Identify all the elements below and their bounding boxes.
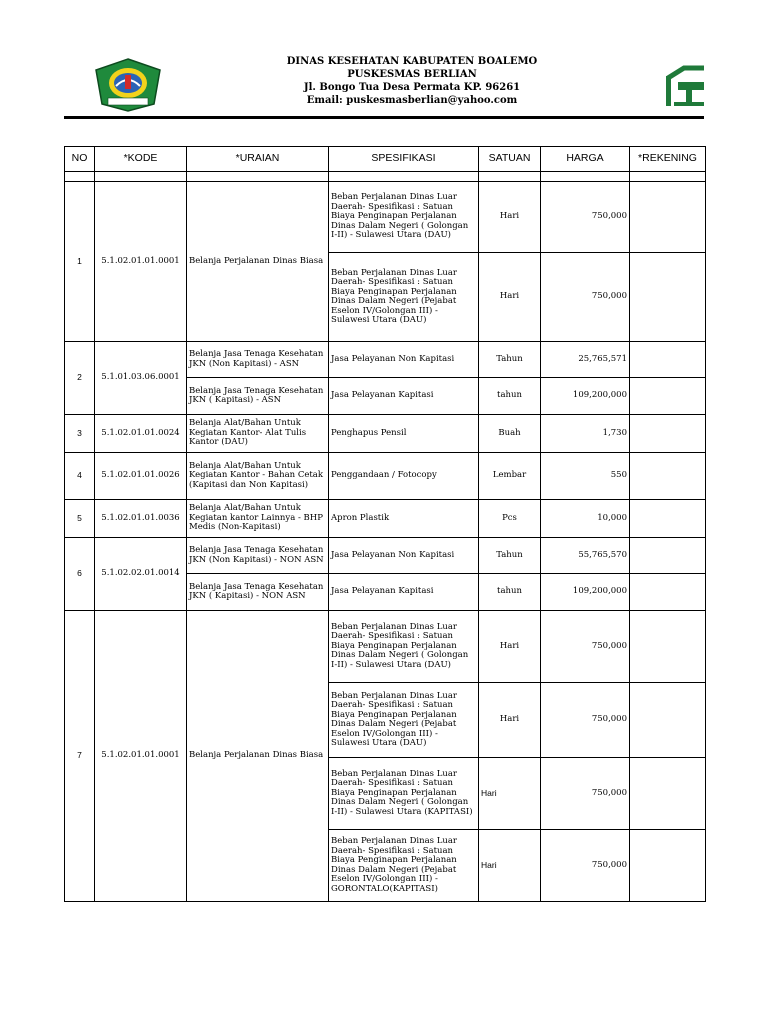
row-spesifikasi: Jasa Pelayanan Kapitasi [329,378,479,415]
row-rekening [630,378,706,415]
row-harga: 10,000 [541,500,630,538]
row-harga: 750,000 [541,758,630,830]
row-spesifikasi: Beban Perjalanan Dinas Luar Daerah- Spesifikasi : Satuan Biaya Penginapan Perjalanan Dinas Dalam Negeri (Pejabat Eselon IV/Golongan III) - Sulawesi Utara (DAU) [329,683,479,758]
col-kode: *KODE [95,147,187,172]
row-spesifikasi: Apron Plastik [329,500,479,538]
table-row [65,500,706,538]
row-harga: 750,000 [541,611,630,683]
row-spesifikasi: Jasa Pelayanan Kapitasi [329,574,479,611]
row-spesifikasi: Jasa Pelayanan Non Kapitasi [329,342,479,378]
row-spesifikasi: Penghapus Pensil [329,415,479,453]
row-rekening [630,574,706,611]
row-uraian: Belanja Perjalanan Dinas Biasa [187,611,329,902]
row-kode: 5.1.02.01.01.0001 [95,611,187,902]
row-rekening [630,683,706,758]
row-uraian: Belanja Jasa Tenaga Kesehatan JKN ( Kapitasi) - ASN [187,378,329,415]
row-harga: 25,765,571 [541,342,630,378]
col-rekening: *REKENING [630,147,706,172]
row-spesifikasi: Jasa Pelayanan Non Kapitasi [329,538,479,574]
row-uraian: Belanja Jasa Tenaga Kesehatan JKN ( Kapitasi) - NON ASN [187,574,329,611]
table-row [65,342,706,378]
row-uraian: Belanja Jasa Tenaga Kesehatan JKN (Non Kapitasi) - ASN [187,342,329,378]
table-row [65,415,706,453]
row-rekening [630,830,706,902]
row-rekening [630,453,706,500]
row-satuan: Buah [479,415,541,453]
row-rekening [630,182,706,253]
row-kode: 5.1.02.01.01.0001 [95,182,187,342]
row-no: 2 [65,342,95,415]
row-harga: 550 [541,453,630,500]
row-harga: 750,000 [541,683,630,758]
row-uraian: Belanja Alat/Bahan Untuk Kegiatan Kantor- Alat Tulis Kantor (DAU) [187,415,329,453]
puskesmas-logo-icon [664,62,704,110]
email: Email: puskesmasberlian@yahoo.com [306,95,518,106]
row-satuan: Lembar [479,453,541,500]
row-spesifikasi: Beban Perjalanan Dinas Luar Daerah- Spesifikasi : Satuan Biaya Penginapan Perjalanan Dinas Dalam Negeri ( Golongan I-II) - Sulawesi Utara (DAU) [329,611,479,683]
col-no: NO [65,147,95,172]
address: Jl. Bongo Tua Desa Permata KP. 96261 [303,82,521,93]
row-no: 6 [65,538,95,611]
row-satuan: Pcs [479,500,541,538]
row-kode: 5.1.02.01.01.0036 [95,500,187,538]
table-row [65,611,706,683]
row-harga: 1,730 [541,415,630,453]
row-kode: 5.1.02.01.01.0024 [95,415,187,453]
row-satuan: tahun [479,574,541,611]
row-satuan: Tahun [479,538,541,574]
row-satuan: Hari [479,683,541,758]
row-harga: 109,200,000 [541,574,630,611]
col-spesifikasi: SPESIFIKASI [329,147,479,172]
row-satuan: Hari [479,758,541,830]
row-satuan: Hari [479,830,541,902]
row-spesifikasi: Beban Perjalanan Dinas Luar Daerah- Spesifikasi : Satuan Biaya Penginapan Perjalanan Dinas Dalam Negeri (Pejabat Eselon IV/Golongan III) - GORONTALO(KAPITASI) [329,830,479,902]
table-row [65,453,706,500]
row-no: 3 [65,415,95,453]
facility-name: PUSKESMAS BERLIAN [347,69,477,80]
row-rekening [630,538,706,574]
row-satuan: Hari [479,182,541,253]
row-rekening [630,415,706,453]
row-harga: 109,200,000 [541,378,630,415]
row-rekening [630,342,706,378]
row-spesifikasi: Beban Perjalanan Dinas Luar Daerah- Spesifikasi : Satuan Biaya Penginapan Perjalanan Dinas Dalam Negeri ( Golongan I-II) - Sulawesi Utara (KAPITASI) [329,758,479,830]
row-no: 1 [65,182,95,342]
row-uraian: Belanja Perjalanan Dinas Biasa [187,182,329,342]
col-harga: HARGA [541,147,630,172]
row-rekening [630,758,706,830]
row-spesifikasi: Penggandaan / Fotocopy [329,453,479,500]
row-harga: 55,765,570 [541,538,630,574]
header-rule [64,116,704,119]
col-uraian: *URAIAN [187,147,329,172]
table-row [65,538,706,574]
row-satuan: Hari [479,611,541,683]
row-satuan: tahun [479,378,541,415]
row-uraian: Belanja Alat/Bahan Untuk Kegiatan Kantor - Bahan Cetak (Kapitasi dan Non Kapitasi) [187,453,329,500]
row-rekening [630,500,706,538]
row-no: 4 [65,453,95,500]
row-harga: 750,000 [541,830,630,902]
col-satuan: SATUAN [479,147,541,172]
row-harga: 750,000 [541,253,630,342]
row-uraian: Belanja Alat/Bahan Untuk Kegiatan kantor Lainnya - BHP Medis (Non-Kapitasi) [187,500,329,538]
row-uraian: Belanja Jasa Tenaga Kesehatan JKN (Non Kapitasi) - NON ASN [187,538,329,574]
budget-table [64,146,706,902]
row-kode: 5.1.01.03.06.0001 [95,342,187,415]
row-no: 5 [65,500,95,538]
row-kode: 5.1.02.02.01.0014 [95,538,187,611]
row-rekening [630,253,706,342]
row-rekening [630,611,706,683]
row-spesifikasi: Beban Perjalanan Dinas Luar Daerah- Spesifikasi : Satuan Biaya Penginapan Perjalanan Dinas Dalam Negeri ( Golongan I-II) - Sulawesi Utara (DAU) [329,182,479,253]
row-no: 7 [65,611,95,902]
row-harga: 750,000 [541,182,630,253]
letterhead-text [220,55,604,107]
row-satuan: Tahun [479,342,541,378]
letterhead [0,0,768,120]
row-spesifikasi: Beban Perjalanan Dinas Luar Daerah- Spesifikasi : Satuan Biaya Penginapan Perjalanan Dinas Dalam Negeri (Pejabat Eselon IV/Golongan III) - Sulawesi Utara (DAU) [329,253,479,342]
table-header-row [65,147,706,172]
agency-name: DINAS KESEHATAN KABUPATEN BOALEMO [286,56,538,67]
regency-emblem-icon [94,58,162,112]
row-satuan: Hari [479,253,541,342]
table-row [65,182,706,253]
table-spacer-row [65,172,706,182]
row-kode: 5.1.02.01.01.0026 [95,453,187,500]
